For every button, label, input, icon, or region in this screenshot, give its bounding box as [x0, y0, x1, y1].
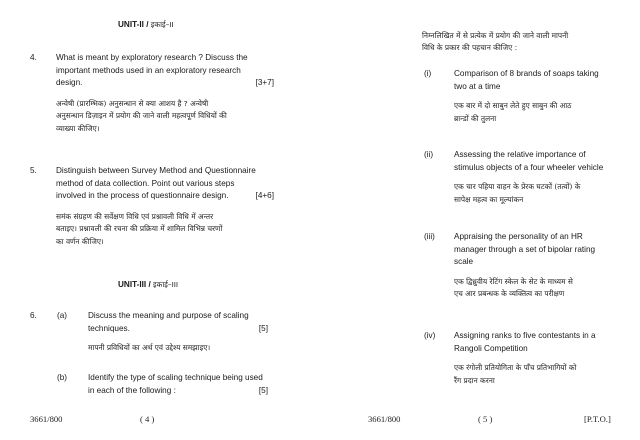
q6a-en-line-text: techniques.	[88, 323, 130, 333]
item-hi-line: रैंग प्रदान करना	[454, 375, 495, 385]
q5-hi-line: का वर्णन कीजिए।	[56, 236, 104, 246]
right-footer-pto: [P.T.O.]	[584, 414, 611, 424]
item-hi-line: ब्रान्डों की तुलना	[454, 113, 497, 123]
item-en-line: Assigning ranks to five contestants in a	[454, 331, 596, 340]
item-iv-label: (iv)	[424, 331, 436, 340]
item-en-line: manager through a set of bipolar rating	[454, 244, 596, 254]
item-hi-line: एक रंगोली प्रतियोगिता के पाँच प्रतिभागियों को	[454, 363, 577, 373]
q6a-label: (a)	[57, 311, 68, 320]
item-iii-label: (iii)	[424, 232, 435, 241]
item-i-label: (i)	[424, 69, 432, 78]
q5-hi-line: बताइए। प्रश्नावली की रचना की प्रक्रिया में शामिल विभिन्न चरणों	[56, 224, 223, 234]
intro-line: विधि के प्रकार की पहचान कीजिए :	[422, 43, 518, 53]
q6b-marks: [5]	[258, 385, 268, 395]
item-en-line: Comparison of 8 brands of soaps taking	[454, 69, 599, 78]
item-hi-line: एक चार पहिया वाहन के प्रेरक घटकों (तत्वों) के	[454, 182, 581, 192]
item-en-line: Rangoli Competition	[454, 343, 528, 353]
q6a-hi-line: मापनी प्रविधियों का अर्थ एवं उद्देश्य समझाइए।	[88, 343, 211, 353]
q5-en-line: method of data collection. Point out various steps	[56, 178, 235, 188]
q4-text	[56, 52, 274, 135]
item-iv-text	[454, 330, 614, 387]
unit-3-hi: इकाई–III	[153, 280, 179, 289]
q6b-label: (b)	[57, 373, 68, 382]
q6b-en-line: Identify the type of scaling technique being used	[88, 373, 263, 382]
q6a-text	[88, 310, 268, 355]
q5-hi-line: समंक संग्रहण की सर्वेक्षण विधि एवं प्रश्नावली विधि में अन्तर	[56, 211, 214, 221]
unit-2-sep: /	[143, 20, 151, 29]
intro-line: निम्नलिखित में से प्रत्येक में प्रयोग की जाने वाली मापनी	[422, 31, 569, 40]
q4-en-line-text: design.	[56, 78, 83, 88]
q4-en-line: What is meant by exploratory research ? Discuss the	[56, 53, 248, 62]
item-ii-label: (ii)	[424, 150, 434, 159]
q5-number: 5.	[30, 166, 37, 175]
unit-3-en: UNIT-III	[118, 280, 147, 289]
left-footer-page: ( 4 )	[140, 414, 155, 424]
unit-2-heading	[118, 19, 174, 31]
unit-2-hi: इकाई–II	[150, 20, 174, 29]
item-hi-line: एक द्विध्रुवीय रेटिंग स्केल के सेट के माध्यम से	[454, 276, 573, 286]
q6a-en-line	[88, 323, 268, 336]
item-hi-line: एच आर प्रबन्धक के व्यक्तित्व का परीक्षण	[454, 289, 565, 299]
q4-en-line	[56, 77, 274, 90]
q4-hi-line: अन्वेषी (प्रारम्भिक) अनुसन्धान से क्या आशय है ? अन्वेषी	[56, 98, 209, 108]
q5-en-line-text: involved in the process of questionnaire design.	[56, 191, 229, 201]
q4-hi-line: अनुसन्धान डिज़ाइन में प्रयोग की जाने वाली महत्वपूर्ण विधियों की	[56, 111, 227, 121]
q6b-en-line	[88, 385, 268, 398]
q6a-marks: [5]	[258, 323, 268, 333]
q5-text	[56, 165, 274, 248]
item-en-line: stimulus objects of a four wheeler vehicle	[454, 162, 604, 172]
unit-3-sep: /	[146, 280, 154, 289]
q4-number: 4.	[30, 53, 37, 62]
q5-marks: [4+6]	[255, 191, 274, 201]
unit-3-heading	[118, 279, 178, 291]
q5-en-line	[56, 190, 274, 203]
q4-en-line: important methods used in an exploratory research	[56, 65, 241, 75]
item-en-line: Appraising the personality of an HR	[454, 232, 583, 241]
q6a-en-line: Discuss the meaning and purpose of scaling	[88, 311, 249, 320]
item-i-text	[454, 68, 614, 125]
q5-en-line: Distinguish between Survey Method and Questionnaire	[56, 166, 256, 175]
item-en-line: scale	[454, 257, 474, 267]
q6b-text	[88, 372, 268, 397]
unit-2-en: UNIT-II	[118, 20, 144, 29]
item-hi-line: सापेक्ष महत्व का मूल्यांकन	[454, 194, 524, 204]
item-hi-line: एक बार में दो साबुन लेते हुए साबुन की आठ	[454, 101, 572, 111]
right-footer-page: ( 5 )	[478, 414, 493, 424]
q6-number: 6.	[30, 311, 37, 320]
item-iii-text	[454, 231, 614, 301]
item-en-line: two at a time	[454, 81, 501, 91]
left-footer-code: 3661/800	[30, 414, 63, 424]
q6b-en-line-text: in each of the following :	[88, 385, 176, 395]
q4-hi-line: व्याख्या कीजिए।	[56, 123, 100, 133]
right-intro	[422, 30, 622, 55]
item-ii-text	[454, 149, 614, 206]
item-en-line: Assessing the relative importance of	[454, 150, 586, 159]
q4-marks: [3+7]	[255, 78, 274, 88]
right-footer-code: 3661/800	[368, 414, 401, 424]
